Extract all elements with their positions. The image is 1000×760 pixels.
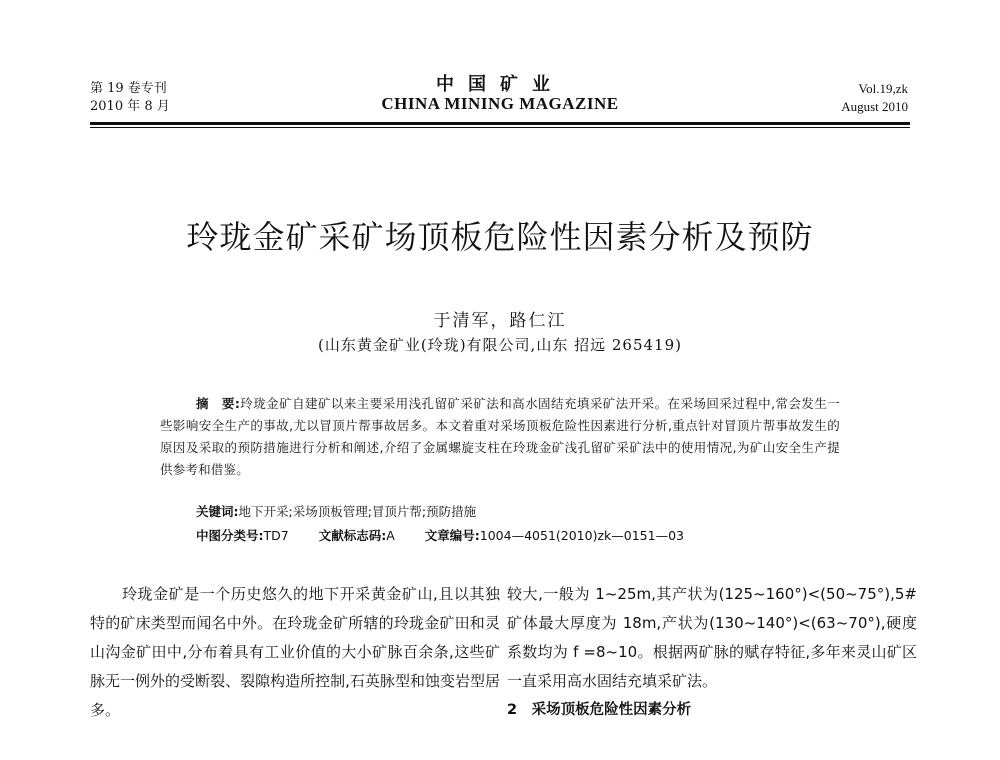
clc-label: 中图分类号:: [196, 528, 264, 543]
section-heading: 2 采场顶板危险性因素分析: [507, 702, 692, 718]
doc-code-value: A: [386, 528, 395, 543]
body-column-left: [90, 580, 500, 725]
issue-date-en: August 2010: [841, 99, 908, 114]
abstract-text: 玲珑金矿自建矿以来主要采用浅孔留矿采矿法和高水固结充填采矿法开采。在采场回采过程中,常会发生一些影响安全生产的事故,尤以冒顶片帮事故居多。本文着重对采场顶板危险性因素进行分析,重点针对冒顶片帮事故发生的原因及采取的预防措施进行分析和阐述,介绍了金属螺旋支柱在玲珑金矿浅孔留矿采矿法中的使用情况,为矿山安全生产提供参考和借鉴。: [160, 396, 840, 477]
issue-date: 2010 年 8 月: [90, 99, 170, 114]
keywords-line: [196, 502, 476, 520]
article-authors: 于清军，路仁江: [433, 311, 567, 331]
doc-code-label: 文献标志码:: [318, 528, 387, 543]
abstract-label: 摘 要:: [196, 396, 241, 411]
article-no-label: 文章编号:: [424, 528, 480, 543]
article-affiliation: (山东黄金矿业(玲珑)有限公司,山东 招远 265419): [318, 336, 682, 354]
volume-label-en: Vol.19,zk: [858, 81, 908, 96]
volume-label: 第 19 卷专刊: [90, 81, 167, 96]
header-rule-thick: [90, 122, 910, 125]
article-title: 玲珑金矿采矿场顶板危险性因素分析及预防: [186, 218, 814, 256]
clc-value: TD7: [263, 528, 289, 543]
keywords-label: 关键词:: [196, 504, 239, 519]
body-paragraph: 较大,一般为 1~25m,其产状为(125~160°)<(50~75°),5# 矿体最大厚度为 18m,产状为(130~140°)<(63~70°),硬度系数均为 f =8~10。根据两矿脉的赋存特征,多年来灵山矿区一直采用高水固结充填采矿法。: [507, 585, 917, 690]
journal-name-en: CHINA MINING MAGAZINE: [381, 94, 619, 113]
header-rule-thin: [90, 127, 910, 128]
keywords-text: 地下开采;采场顶板管理;冒顶片帮;预防措施: [238, 504, 477, 519]
abstract-paragraph: [160, 393, 840, 481]
abstract-block: [160, 393, 840, 481]
header-right: [841, 80, 908, 116]
article-no-value: 1004—4051(2010)zk—0151—03: [479, 528, 684, 543]
body-paragraph: 玲珑金矿是一个历史悠久的地下开采黄金矿山,且以其独特的矿床类型而闻名中外。在玲珑金矿所辖的玲珑金矿田和灵山沟金矿田中,分布着具有工业价值的大小矿脉百余条,这些矿脉无一例外的受断裂、裂隙构造所控制,石英脉型和蚀变岩型居多。: [90, 585, 500, 719]
journal-name-cn: 中国矿业: [436, 74, 564, 95]
classification-line: [196, 526, 684, 544]
body-column-right: [507, 580, 917, 725]
